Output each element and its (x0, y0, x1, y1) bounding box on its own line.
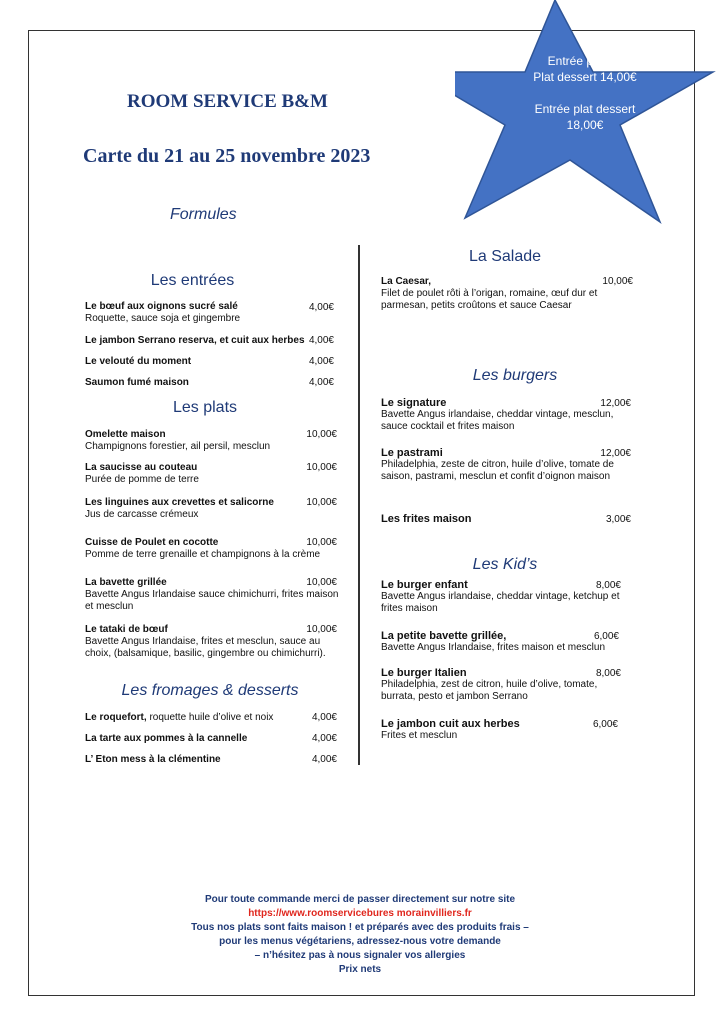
item-price: 12,00€ (600, 398, 631, 409)
footer (170, 893, 550, 977)
list-item: Saumon fumé maison (85, 377, 189, 388)
desserts-heading: Les fromages & desserts (121, 682, 299, 699)
list-item: La petite bavette grillée, Bavette Angus Irlandaise, frites maison et mesclun (381, 630, 606, 653)
burgers-heading: Les burgers (472, 367, 558, 384)
entrees-heading: Les entrées (150, 272, 235, 289)
list-item: La bavette grillée Bavette Angus Irlandaise sauce chimichurri, frites maison et mesclun (85, 577, 339, 612)
footer-line: Tous nos plats sont faits maison ! et préparés avec des produits frais – (191, 922, 529, 933)
list-item: Le tataki de bœuf Bavette Angus Irlandaise, frites et mesclun, sauce au choix, (balsamique, basilic, gingembre ou chimichurri). (85, 624, 326, 659)
column-divider (358, 245, 360, 765)
kids-heading: Les Kid’s (472, 556, 538, 573)
item-price: 8,00€ (595, 668, 621, 679)
page-title: ROOM SERVICE B&M (127, 91, 328, 112)
list-item: Cuisse de Poulet en cocotte Pomme de terre grenaille et champignons à la crème (85, 537, 321, 560)
item-price: 10,00€ (306, 462, 337, 473)
item-price: 12,00€ (600, 448, 631, 459)
list-item: La Caesar, Filet de poulet rôti à l’origan, romaine, œuf dur et parmesan, petits croûtons et sauce Caesar (381, 276, 598, 311)
item-price: 6,00€ (592, 719, 618, 730)
footer-line: Prix nets (338, 964, 382, 975)
star-line-1: Entrée plat ou (547, 54, 623, 68)
star-line-2: Plat dessert 14,00€ (533, 70, 637, 84)
list-item: La saucisse au couteau Purée de pomme de terre (85, 462, 199, 485)
list-item: Les linguines aux crevettes et salicorne Jus de carcasse crémeux (85, 497, 274, 520)
menu-dates: Carte du 21 au 25 novembre 2023 (83, 145, 371, 167)
list-item: Le burger Italien Philadelphia, zest de citron, huile d’olive, tomate, burrata, pesto et jambon Serrano (381, 667, 598, 702)
item-price: 4,00€ (308, 377, 334, 388)
item-price: 3,00€ (605, 514, 631, 525)
list-item: Les frites maison (381, 513, 472, 525)
item-price: 10,00€ (306, 497, 337, 508)
item-price: 10,00€ (306, 429, 337, 440)
item-price: 6,00€ (593, 631, 619, 642)
list-item: Le bœuf aux oignons sucré salé Roquette, sauce soja et gingembre (85, 301, 241, 324)
item-price: 10,00€ (306, 577, 337, 588)
list-item: Le velouté du moment (85, 356, 192, 367)
item-price: 4,00€ (308, 356, 334, 367)
list-item: Le jambon cuit aux herbes Frites et mesclun (381, 718, 520, 741)
star-line-4: 18,00€ (566, 118, 604, 132)
footer-line: Pour toute commande merci de passer directement sur notre site (204, 894, 516, 905)
list-item: Le signature Bavette Angus irlandaise, cheddar vintage, mesclun, sauce cocktail et frites maison (381, 397, 614, 432)
plats-heading: Les plats (172, 399, 238, 416)
star-promo (480, 53, 690, 133)
footer-line: pour les menus végétariens, adressez-nous votre demande (219, 936, 501, 947)
item-price: 4,00€ (311, 733, 337, 744)
item-price: 4,00€ (311, 712, 337, 723)
item-price: 10,00€ (306, 624, 337, 635)
formules-heading: Formules (170, 206, 237, 223)
list-item: Le roquefort, roquette huile d’olive et noix (85, 712, 274, 723)
item-price: 10,00€ (306, 537, 337, 548)
item-price: 4,00€ (308, 302, 334, 313)
list-item: Omelette maison Champignons forestier, ail persil, mesclun (85, 429, 271, 452)
website-link[interactable]: https://www.roomservicebures morainvilliers.fr (248, 908, 472, 919)
item-price: 4,00€ (311, 754, 337, 765)
salade-heading: La Salade (468, 248, 542, 265)
list-item: L’ Eton mess à la clémentine (85, 754, 221, 765)
list-item: Le pastrami Philadelphia, zeste de citron, huile d’olive, tomate de saison, pastrami, mesclun et confit d’oignon maison (381, 447, 614, 482)
list-item: Le burger enfant Bavette Angus irlandaise, cheddar vintage, ketchup et frites maison (381, 579, 620, 614)
list-item: La tarte aux pommes à la cannelle (85, 733, 248, 744)
item-price: 4,00€ (308, 335, 334, 346)
item-price: 8,00€ (595, 580, 621, 591)
list-item: Le jambon Serrano reserva, et cuit aux herbes (85, 335, 305, 346)
star-line-3: Entrée plat dessert (534, 102, 636, 116)
item-price: 10,00€ (602, 276, 633, 287)
footer-line: – n’hésitez pas à nous signaler vos allergies (254, 950, 466, 961)
